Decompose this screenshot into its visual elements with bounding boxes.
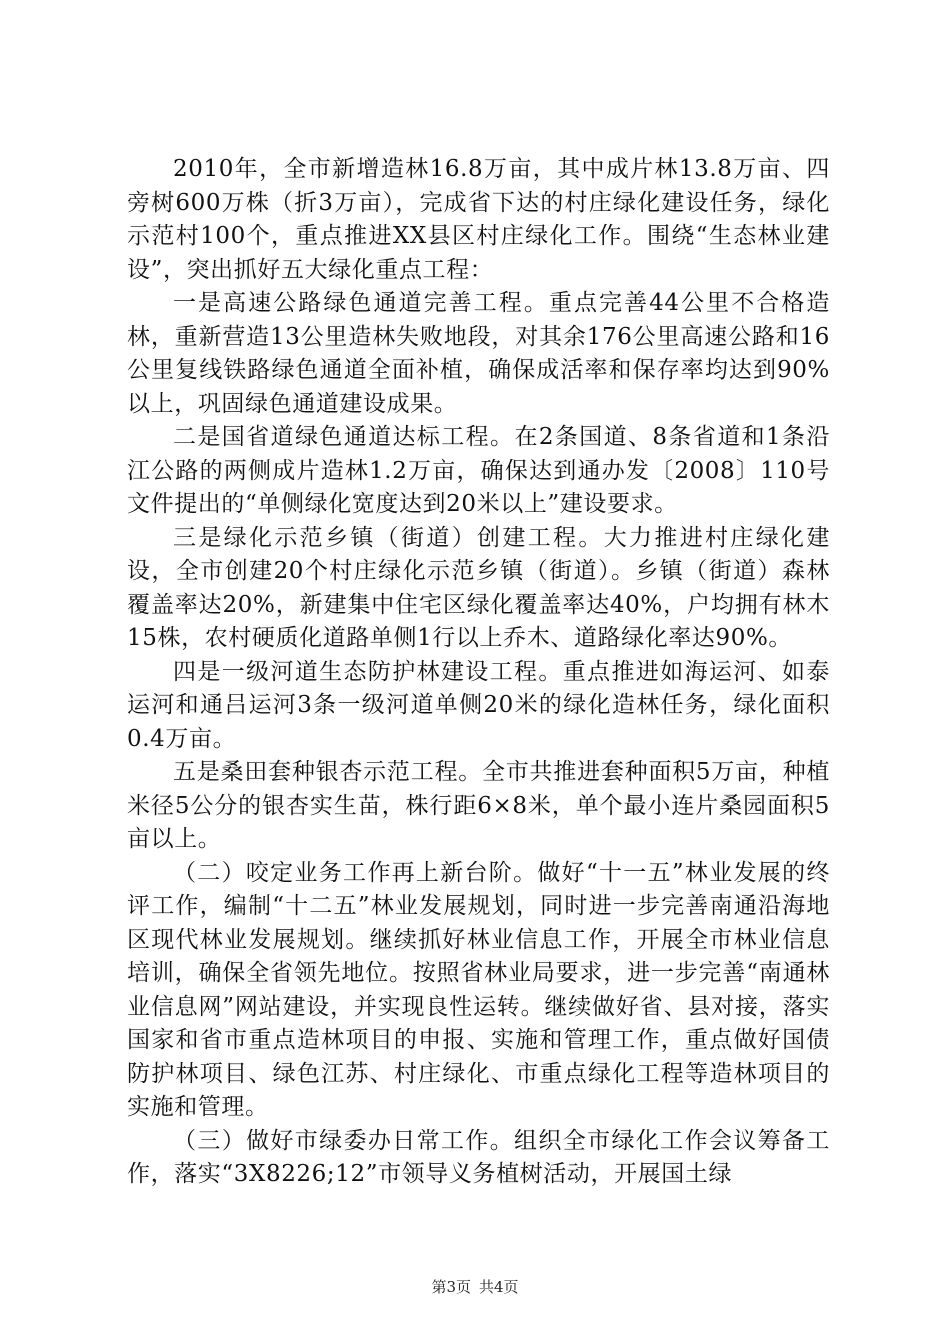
paragraph-intro: 2010年，全市新增造林16.8万亩，其中成片林13.8万亩、四旁树600万株（折3万亩），完成省下达的村庄绿化建设任务，绿化示范村100个，重点推进XX县区村庄绿化工作。围绕“生态林业建设”，突出抓好五大绿化重点工程： (127, 156, 830, 283)
page-number: 第3页 (431, 1278, 471, 1296)
page-footer (0, 1277, 950, 1297)
paragraph-project-3: 三是绿化示范乡镇（街道）创建工程。大力推进村庄绿化建设，全市创建20个村庄绿化示范乡镇（街道）。乡镇（街道）森林覆盖率达20%，新建集中住宅区绿化覆盖率达40%，户均拥有林木15株，农村硬质化道路单侧1行以上乔木、道路绿化率达90%。 (127, 524, 830, 651)
paragraph-project-1: 一是高速公路绿色通道完善工程。重点完善44公里不合格造林，重新营造13公里造林失败地段，对其余176公里高速公路和16公里复线铁路绿色通道全面补植，确保成活率和保存率均达到90%以上，巩固绿色通道建设成果。 (127, 290, 830, 417)
paragraph-section-3: （三）做好市绿委办日常工作。组织全市绿化工作会议筹备工作，落实“3X8226;12”市领导义务植树活动，开展国土绿 (127, 1127, 830, 1187)
paragraph-project-5: 五是桑田套种银杏示范工程。全市共推进套种面积5万亩，种植米径5公分的银杏实生苗，株行距6×8米，单个最小连片桑园面积5亩以上。 (127, 759, 830, 852)
page-total: 共4页 (479, 1278, 519, 1296)
paragraph-project-4: 四是一级河道生态防护林建设工程。重点推进如海运河、如泰运河和通吕运河3条一级河道单侧20米的绿化造林任务，绿化面积0.4万亩。 (127, 658, 830, 752)
document-body (127, 153, 830, 1192)
paragraph-project-2: 二是国省道绿色通道达标工程。在2条国道、8条省道和1条沿江公路的两侧成片造林1.2万亩，确保达到通办发〔2008〕110号文件提出的“单侧绿化宽度达到20米以上”建设要求。 (127, 424, 830, 517)
paragraph-section-2: （二）咬定业务工作再上新台阶。做好“十一五”林业发展的终评工作，编制“十二五”林业发展规划，同时进一步完善南通沿海地区现代林业发展规划。继续抓好林业信息工作，开展全市林业信息培训，确保全省领先地位。按照省林业局要求，进一步完善“南通林业信息网”网站建设，并实现良性运转。继续做好省、县对接，落实国家和省市重点造林项目的申报、实施和管理工作，重点做好国债防护林项目、绿色江苏、村庄绿化、市重点绿化工程等造林项目的实施和管理。 (127, 859, 830, 1120)
